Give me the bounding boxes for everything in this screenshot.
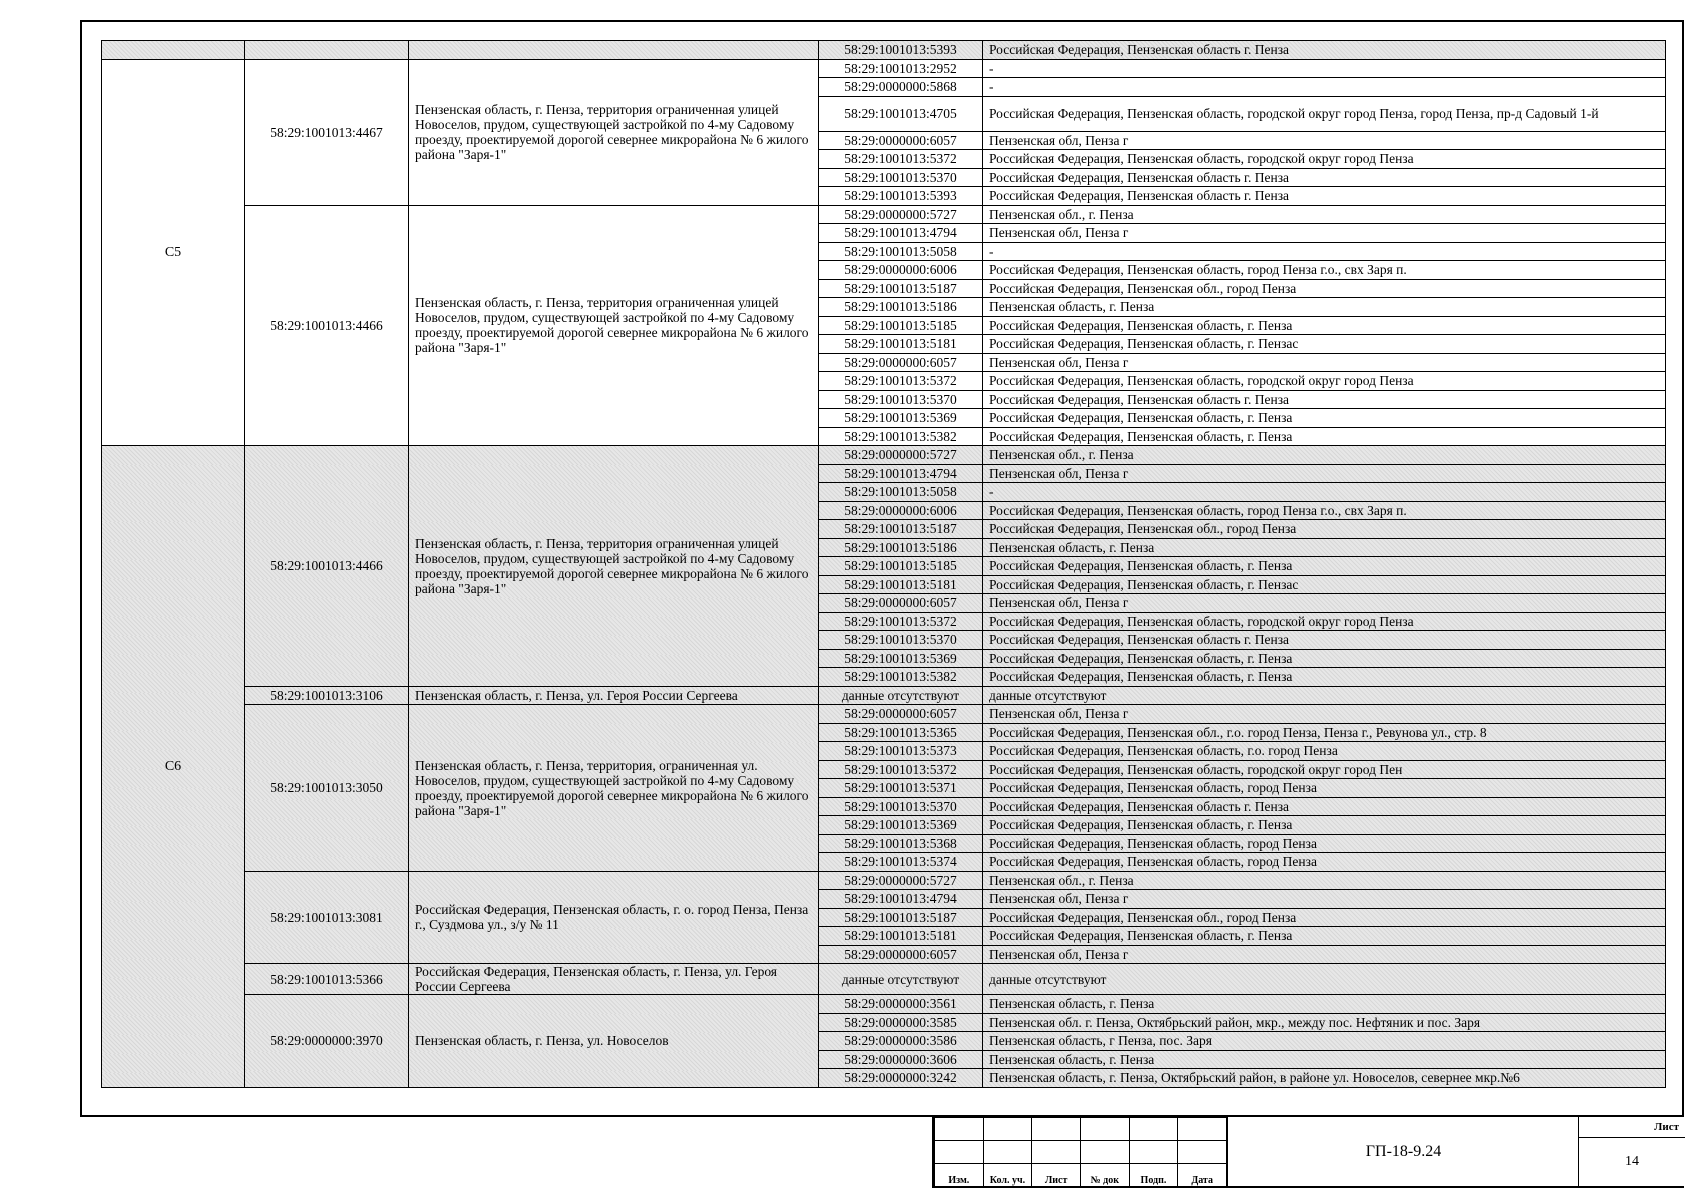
address-cell: Пензенская область, г. Пенза	[983, 298, 1666, 317]
cadastral-cell: 58:29:1001013:5365	[819, 723, 983, 742]
address-cell: Российская Федерация, Пензенская область, г. Пенза	[983, 409, 1666, 428]
cadastral-cell: 58:29:1001013:4794	[819, 464, 983, 483]
address-cell: Пензенская обл., г. Пенза	[983, 205, 1666, 224]
cadastral-cell: 58:29:0000000:3561	[819, 995, 983, 1014]
address-cell: данные отсутствуют	[983, 964, 1666, 995]
address-cell: Пензенская область, г. Пенза, Октябрьский район, в районе ул. Новоселов, севернее мкр.№6	[983, 1069, 1666, 1088]
revision-grid	[934, 1117, 1227, 1187]
cadastral-cell: 58:29:0000000:6006	[819, 261, 983, 280]
plot-number: 58:29:1001013:4466	[245, 205, 409, 446]
address-cell: Пензенская обл, Пенза г	[983, 890, 1666, 909]
address-cell: -	[983, 78, 1666, 97]
address-cell: Российская Федерация, Пензенская область, городской округ город Пенза	[983, 372, 1666, 391]
cadastral-cell: 58:29:0000000:3585	[819, 1013, 983, 1032]
cadastral-cell: 58:29:0000000:6057	[819, 594, 983, 613]
address-cell: Российская Федерация, Пензенская область, городской округ город Пен	[983, 760, 1666, 779]
title-block	[932, 1117, 1684, 1188]
section-label: С5	[102, 59, 245, 446]
address-cell: Российская Федерация, Пензенская область, г. Пензас	[983, 575, 1666, 594]
table-row	[102, 964, 1666, 995]
address-cell: Пензенская обл, Пенза г	[983, 705, 1666, 724]
cadastral-cell: 58:29:0000000:6057	[819, 353, 983, 372]
cadastral-cell: 58:29:1001013:5371	[819, 779, 983, 798]
cadastral-cell: 58:29:1001013:4705	[819, 96, 983, 131]
cadastral-cell: 58:29:1001013:5369	[819, 649, 983, 668]
cadastral-cell: 58:29:1001013:5187	[819, 279, 983, 298]
address-cell: Пензенская обл, Пенза г	[983, 224, 1666, 243]
address-cell: Российская Федерация, Пензенская область, город Пенза г.о., свх Заря п.	[983, 261, 1666, 280]
address-cell: Российская Федерация, Пензенская область г. Пенза	[983, 390, 1666, 409]
address-cell: Российская Федерация, Пензенская область, г. Пенза	[983, 927, 1666, 946]
plot-number: 58:29:1001013:3081	[245, 871, 409, 964]
cadastral-cell: 58:29:1001013:5185	[819, 316, 983, 335]
cadastral-cell: 58:29:1001013:5382	[819, 427, 983, 446]
cadastral-cell: 58:29:1001013:5370	[819, 168, 983, 187]
address-cell: Пензенская область, г. Пенза	[983, 1050, 1666, 1069]
address-cell: -	[983, 242, 1666, 261]
address-cell: Российская Федерация, Пензенская обл., город Пенза	[983, 908, 1666, 927]
cadastral-cell: 58:29:1001013:5370	[819, 631, 983, 650]
address-cell: Российская Федерация, Пензенская область, г. Пенза	[983, 816, 1666, 835]
address-cell: Российская Федерация, Пензенская область, городской округ город Пенза	[983, 150, 1666, 169]
sheet-number: 14	[1625, 1154, 1639, 1169]
table-row	[102, 59, 1666, 78]
cadastral-cell: 58:29:1001013:5370	[819, 797, 983, 816]
address-cell: Российская Федерация, Пензенская область, городской округ город Пенза, город Пенза, пр-д Садовый 1-й	[983, 96, 1666, 131]
document-code: ГП-18-9.24	[1227, 1117, 1579, 1186]
plot-description: Пензенская область, г. Пенза, ул. Новоселов	[409, 995, 819, 1088]
rev-label: Лист	[1032, 1164, 1081, 1187]
cadastral-cell: 58:29:1001013:5372	[819, 760, 983, 779]
cadastral-cell: 58:29:1001013:5393	[819, 41, 983, 60]
table-row	[102, 205, 1666, 224]
address-cell: Пензенская обл, Пенза г	[983, 353, 1666, 372]
address-cell: Российская Федерация, Пензенская область, город Пенза	[983, 779, 1666, 798]
plot-number: 58:29:1001013:3050	[245, 705, 409, 872]
address-cell: Пензенская обл., г. Пенза	[983, 871, 1666, 890]
address-cell: Российская Федерация, Пензенская обл., город Пенза	[983, 520, 1666, 539]
address-cell: Пензенская обл, Пенза г	[983, 131, 1666, 150]
address-cell: Российская Федерация, Пензенская область, г. Пенза	[983, 557, 1666, 576]
plot-number: 58:29:1001013:5366	[245, 964, 409, 995]
address-cell: Пензенская обл, Пенза г	[983, 594, 1666, 613]
address-cell: Российская Федерация, Пензенская область, г. Пензас	[983, 335, 1666, 354]
cadastral-cell: 58:29:0000000:6057	[819, 131, 983, 150]
address-cell: -	[983, 59, 1666, 78]
cadastral-cell: 58:29:1001013:5372	[819, 612, 983, 631]
plot-number: 58:29:0000000:3970	[245, 995, 409, 1088]
cadastral-cell: 58:29:0000000:6006	[819, 501, 983, 520]
cadastral-cell: 58:29:1001013:4794	[819, 890, 983, 909]
table-row	[102, 705, 1666, 724]
address-cell: Российская Федерация, Пензенская область г. Пенза	[983, 797, 1666, 816]
sheet-box	[1578, 1117, 1685, 1186]
cadastral-cell: 58:29:1001013:5368	[819, 834, 983, 853]
address-cell: Российская Федерация, Пензенская область г. Пенза	[983, 631, 1666, 650]
address-cell: Российская Федерация, Пензенская область г. Пенза	[983, 168, 1666, 187]
address-cell: Российская Федерация, Пензенская область г. Пенза	[983, 187, 1666, 206]
cadastral-cell: 58:29:0000000:5868	[819, 78, 983, 97]
address-cell: Российская Федерация, Пензенская область, город Пенза	[983, 834, 1666, 853]
address-cell: Российская Федерация, Пензенская область, г.о. город Пенза	[983, 742, 1666, 761]
plot-number: 58:29:1001013:4466	[245, 446, 409, 687]
address-cell: Российская Федерация, Пензенская область, г. Пенза	[983, 316, 1666, 335]
cadastral-cell: 58:29:0000000:3586	[819, 1032, 983, 1051]
cadastral-cell: 58:29:1001013:2952	[819, 59, 983, 78]
address-cell: данные отсутствуют	[983, 686, 1666, 705]
cadastral-cell: 58:29:1001013:5058	[819, 483, 983, 502]
table-row	[102, 995, 1666, 1014]
cadastral-table	[101, 40, 1666, 1088]
cadastral-cell: 58:29:0000000:5727	[819, 871, 983, 890]
address-cell: Пензенская обл., г. Пенза	[983, 446, 1666, 465]
plot-number: 58:29:1001013:4467	[245, 59, 409, 205]
cadastral-cell: 58:29:1001013:5374	[819, 853, 983, 872]
cadastral-cell: данные отсутствуют	[819, 686, 983, 705]
table-row	[102, 686, 1666, 705]
cadastral-cell: 58:29:1001013:5187	[819, 908, 983, 927]
cadastral-cell: 58:29:0000000:5727	[819, 205, 983, 224]
cadastral-cell: 58:29:0000000:5727	[819, 446, 983, 465]
address-cell: Российская Федерация, Пензенская обл., город Пенза	[983, 279, 1666, 298]
cadastral-cell: 58:29:1001013:5369	[819, 816, 983, 835]
cadastral-cell: 58:29:1001013:5187	[819, 520, 983, 539]
cadastral-cell: 58:29:1001013:5186	[819, 298, 983, 317]
table-row	[102, 871, 1666, 890]
address-cell: Российская Федерация, Пензенская область, г. Пенза	[983, 427, 1666, 446]
cadastral-cell: 58:29:1001013:5370	[819, 390, 983, 409]
address-cell: Российская Федерация, Пензенская область, город Пенза	[983, 853, 1666, 872]
cadastral-cell: 58:29:1001013:5185	[819, 557, 983, 576]
cadastral-cell: 58:29:1001013:5181	[819, 575, 983, 594]
address-cell: Российская Федерация, Пензенская обл., г.о. город Пенза, Пенза г., Ревунова ул., стр. 8	[983, 723, 1666, 742]
cadastral-cell: 58:29:1001013:5382	[819, 668, 983, 687]
cadastral-cell: 58:29:1001013:5181	[819, 335, 983, 354]
plot-description: Пензенская область, г. Пенза, территория, ограниченная ул. Новоселов, прудом, существующей застройкой по 4-му Садовому проезду, проектируемой дорогой севернее микрорайона № 6 жилого района "Заря-1"	[409, 705, 819, 872]
sheet-label: Лист	[1579, 1117, 1685, 1138]
plot-description: Пензенская область, г. Пенза, территория ограниченная улицей Новоселов, прудом, существующей застройкой по 4-му Садовому проезду, проектируемой дорогой севернее микрорайона № 6 жилого района "Заря-1"	[409, 205, 819, 446]
rev-label: Кол. уч.	[983, 1164, 1032, 1187]
plot-number: 58:29:1001013:3106	[245, 686, 409, 705]
address-cell: Российская Федерация, Пензенская область г. Пенза	[983, 41, 1666, 60]
section-label: С6	[102, 446, 245, 1088]
table-row	[102, 41, 1666, 60]
rev-label: Изм.	[935, 1164, 984, 1187]
cadastral-cell: 58:29:1001013:5372	[819, 150, 983, 169]
rev-label: Дата	[1178, 1164, 1227, 1187]
cadastral-cell: 58:29:1001013:5372	[819, 372, 983, 391]
plot-description: Пензенская область, г. Пенза, территория ограниченная улицей Новоселов, прудом, существующей застройкой по 4-му Садовому проезду, проектируемой дорогой севернее микрорайона № 6 жилого района "Заря-1"	[409, 446, 819, 687]
address-cell: -	[983, 483, 1666, 502]
address-cell: Российская Федерация, Пензенская область, г. Пенза	[983, 668, 1666, 687]
address-cell: Российская Федерация, Пензенская область, город Пенза г.о., свх Заря п.	[983, 501, 1666, 520]
address-cell: Пензенская обл. г. Пенза, Октябрьский район, мкр., между пос. Нефтяник и пос. Заря	[983, 1013, 1666, 1032]
cadastral-cell: 58:29:1001013:4794	[819, 224, 983, 243]
cadastral-cell: данные отсутствуют	[819, 964, 983, 995]
plot-description: Пензенская область, г. Пенза, территория ограниченная улицей Новоселов, прудом, существующей застройкой по 4-му Садовому проезду, проектируемой дорогой севернее микрорайона № 6 жилого района "Заря-1"	[409, 59, 819, 205]
cadastral-cell: 58:29:0000000:3606	[819, 1050, 983, 1069]
cadastral-cell: 58:29:0000000:3242	[819, 1069, 983, 1088]
address-cell: Пензенская область, г. Пенза	[983, 995, 1666, 1014]
cadastral-cell: 58:29:0000000:6057	[819, 705, 983, 724]
address-cell: Пензенская обл, Пенза г	[983, 945, 1666, 964]
rev-label: № док	[1080, 1164, 1129, 1187]
plot-description: Российская Федерация, Пензенская область, г. Пенза, ул. Героя России Сергеева	[409, 964, 819, 995]
cadastral-cell: 58:29:1001013:5058	[819, 242, 983, 261]
cadastral-cell: 58:29:1001013:5369	[819, 409, 983, 428]
cadastral-cell: 58:29:0000000:6057	[819, 945, 983, 964]
address-cell: Пензенская обл, Пенза г	[983, 464, 1666, 483]
plot-description: Пензенская область, г. Пенза, ул. Героя России Сергеева	[409, 686, 819, 705]
address-cell: Российская Федерация, Пензенская область, г. Пенза	[983, 649, 1666, 668]
address-cell: Пензенская область, г. Пенза	[983, 538, 1666, 557]
cadastral-cell: 58:29:1001013:5373	[819, 742, 983, 761]
rev-label: Подп.	[1129, 1164, 1178, 1187]
address-cell: Российская Федерация, Пензенская область, городской округ город Пенза	[983, 612, 1666, 631]
table-row	[102, 446, 1666, 465]
plot-description: Российская Федерация, Пензенская область, г. о. город Пенза, Пенза г., Суздмова ул., з/у № 11	[409, 871, 819, 964]
cadastral-cell: 58:29:1001013:5181	[819, 927, 983, 946]
cadastral-cell: 58:29:1001013:5186	[819, 538, 983, 557]
cadastral-cell: 58:29:1001013:5393	[819, 187, 983, 206]
address-cell: Пензенская область, г Пенза, пос. Заря	[983, 1032, 1666, 1051]
